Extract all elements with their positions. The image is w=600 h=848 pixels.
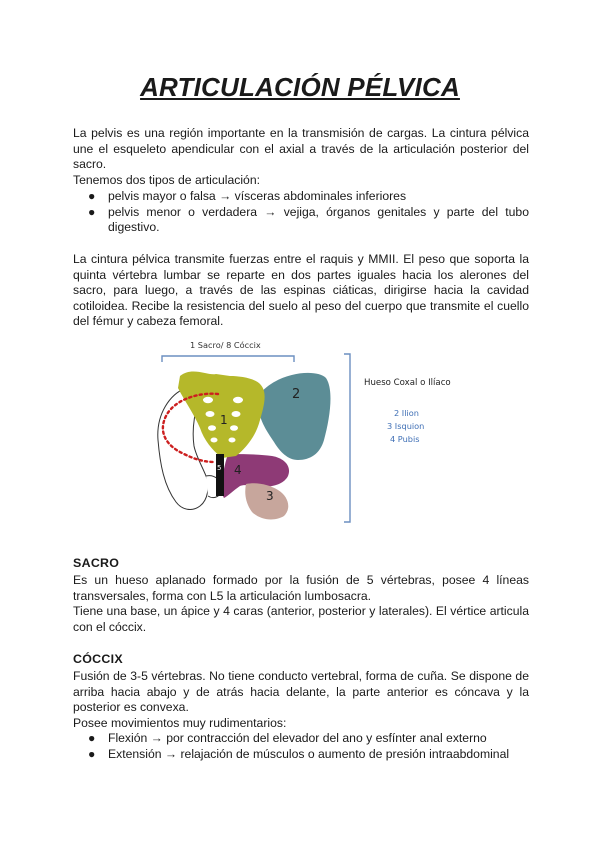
coccix-paragraph-2: Posee movimientos muy rudimentarios: (73, 716, 287, 730)
pelvis-illustration (148, 336, 458, 528)
label-number-3: 3 (266, 489, 274, 503)
pubis-label: 4 Pubis (390, 434, 420, 444)
intro-paragraph-1: La pelvis es una región importante en la transmisión de cargas. La cintura pélvica une el esqueleto apendicular con el axial a través de la articulación posterior del sacro. (73, 126, 529, 172)
ischium-label: 3 Isquion (387, 421, 425, 431)
label-number-2: 2 (292, 387, 301, 402)
coxal-bracket (344, 354, 350, 522)
bullet-icon: ● (88, 731, 96, 745)
list-item: ● pelvis menor o verdadera → vejiga, órganos genitales y parte del tubo digestivo. (88, 204, 529, 235)
intro-paragraph-3: La cintura pélvica transmite fuerzas entre el raquis y MMII. El peso que soporta la quinta vértebra lumbar se reparte en dos partes iguales hacia los alerones del sacro, para luego, a través de las espinas ciáticas, dirigirse hacia la cavidad cotiloidea. Recibe la resistencia del suelo al peso del cuerpo que transmite el cuello del fémur y cabeza femoral. (73, 252, 529, 329)
list-item: ● Flexión → por contracción del elevador del ano y esfínter anal externo (88, 731, 487, 745)
ilion-label: 2 Ilion (394, 408, 419, 418)
page-title: ARTICULACIÓN PÉLVICA (140, 72, 460, 102)
sacro-paragraph-2: Tiene una base, un ápice y 4 caras (anterior, posterior y laterales). El vértice articula con el cóccix. (73, 604, 529, 634)
list-item: ● Extensión → relajación de músculos o aumento de presión intraabdominal (88, 746, 510, 761)
coccix-heading: CÓCCIX (73, 652, 123, 666)
sacrum-bracket (162, 356, 294, 362)
sacro-heading: SACRO (73, 556, 120, 570)
sacrum-coccyx-label: 1 Sacro/ 8 Cóccix (190, 340, 261, 350)
bullet-icon: ● (88, 746, 96, 761)
ilion-shape (258, 373, 331, 460)
bullet-icon: ● (88, 204, 96, 219)
coxal-bone-label: Hueso Coxal o Ilíaco (364, 378, 451, 388)
label-number-1: 1 (220, 413, 228, 427)
sacro-paragraph-1: Es un hueso aplanado formado por la fusión de 5 vértebras, posee 4 líneas transversales, forma con L5 la articulación lumbosacra. (73, 573, 529, 603)
label-number-4: 4 (234, 463, 242, 477)
label-number-5: 5 (217, 464, 222, 472)
coccyx-column (216, 454, 224, 496)
coccix-movements-list (73, 731, 529, 762)
list-item: ● pelvis mayor o falsa → vísceras abdominales inferiores (88, 189, 407, 203)
bullet-icon: ● (88, 189, 96, 203)
pelvis-diagram (148, 336, 458, 528)
articulation-types-list (73, 189, 529, 236)
coccix-paragraph-1: Fusión de 3-5 vértebras. No tiene conducto vertebral, forma de cuña. Se dispone de arriba hacia abajo y de atrás hacia delante, la parte anterior es cóncava y la posterior es convexa. (73, 669, 529, 715)
intro-paragraph-2: Tenemos dos tipos de articulación: (73, 173, 260, 187)
